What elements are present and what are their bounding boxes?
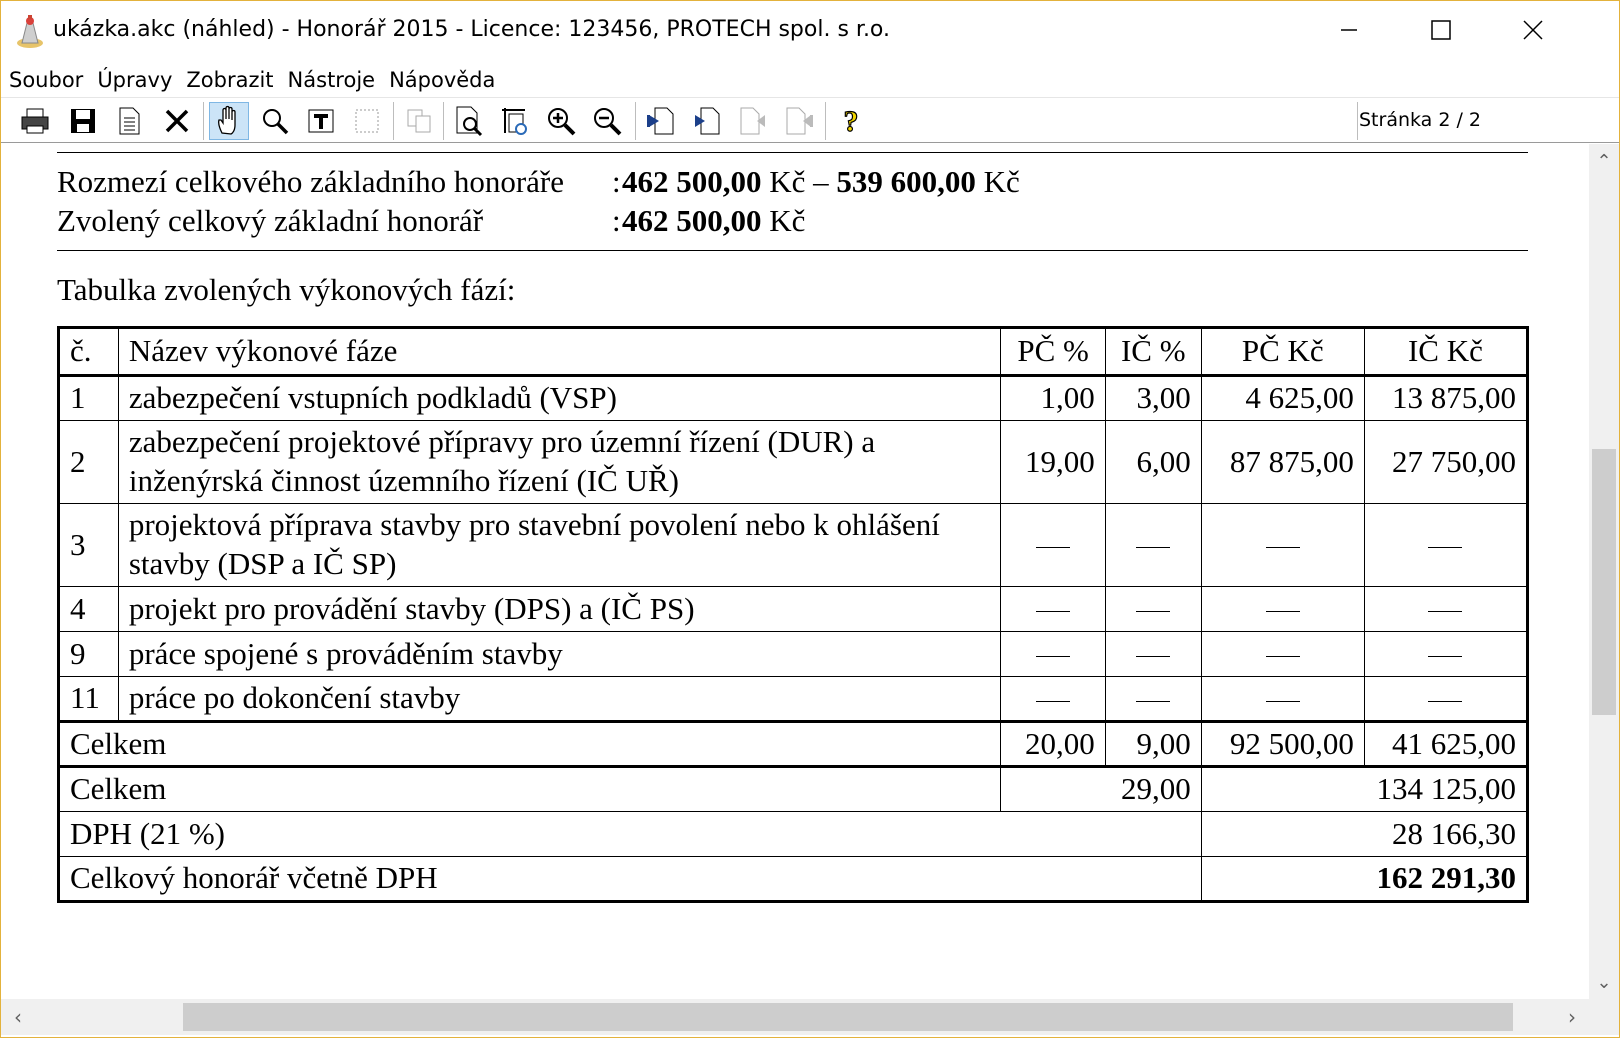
copy-button[interactable]	[399, 102, 439, 140]
empty-dash	[1428, 701, 1462, 702]
total-kc: 134 125,00	[1201, 767, 1527, 812]
scroll-up-arrow-icon[interactable]: ⌃	[1596, 150, 1612, 172]
magnifier-button[interactable]	[255, 102, 295, 140]
row-pc-kc	[1201, 504, 1364, 587]
empty-dash	[1036, 701, 1070, 702]
menu-bar	[1, 63, 1619, 97]
previous-page-icon	[691, 105, 723, 137]
row-no: 11	[59, 677, 119, 722]
copy-icon	[404, 106, 434, 136]
empty-dash	[1266, 547, 1300, 548]
fee-range-value	[622, 164, 1020, 200]
total-label: Celkem	[59, 767, 1001, 812]
preview-area[interactable]	[1, 144, 1589, 999]
page-settings-icon	[499, 105, 531, 137]
empty-dash	[1136, 656, 1170, 657]
horizontal-scrollbar[interactable]	[1, 999, 1589, 1035]
header-name: Název výkonové fáze	[118, 328, 1001, 376]
empty-dash	[1266, 611, 1300, 612]
hand-tool-button[interactable]	[209, 102, 249, 140]
row-pc-pct	[1001, 587, 1105, 632]
fee-range-label: Rozmezí celkového základního honoráře	[57, 164, 564, 199]
table-row	[59, 587, 1528, 632]
row-ic-pct: 3,00	[1105, 376, 1201, 421]
total-row	[59, 767, 1528, 812]
document-button[interactable]	[109, 102, 149, 140]
svg-text:?: ?	[843, 105, 859, 137]
chosen-fee-amount: 462 500,00	[622, 203, 762, 238]
menu-napoveda[interactable]: Nápověda	[389, 68, 496, 92]
zoom-in-button[interactable]	[541, 102, 581, 140]
row-no: 9	[59, 632, 119, 677]
subtotal-row	[59, 722, 1528, 767]
header-pc-kc: PČ Kč	[1201, 328, 1364, 376]
help-icon	[836, 105, 866, 137]
row-pc-pct	[1001, 504, 1105, 587]
row-pc-pct: 1,00	[1001, 376, 1105, 421]
row-ic-kc: 13 875,00	[1364, 376, 1527, 421]
empty-dash	[1428, 547, 1462, 548]
fee-range-from: 462 500,00	[622, 164, 762, 199]
title-bar	[1, 1, 1619, 61]
text-select-button[interactable]	[301, 102, 341, 140]
empty-dash	[1036, 611, 1070, 612]
page-settings-button[interactable]	[495, 102, 535, 140]
page-preview-button[interactable]	[449, 102, 489, 140]
subtotal-ic-kc: 41 625,00	[1364, 722, 1527, 767]
row-ic-pct	[1105, 504, 1201, 587]
vertical-scrollbar[interactable]	[1589, 144, 1619, 999]
next-page-button[interactable]	[733, 102, 773, 140]
row-no: 1	[59, 376, 119, 421]
subtotal-label: Celkem	[59, 722, 1001, 767]
table-row	[59, 376, 1528, 421]
first-page-button[interactable]	[641, 102, 681, 140]
vat-kc: 28 166,30	[1201, 812, 1527, 857]
empty-dash	[1136, 547, 1170, 548]
row-pc-pct	[1001, 677, 1105, 722]
row-pc-pct	[1001, 632, 1105, 677]
fee-range-from-unit: Kč –	[761, 164, 837, 199]
scrollbar-corner	[1589, 999, 1619, 1035]
last-page-button[interactable]	[779, 102, 819, 140]
table-header-row	[59, 328, 1528, 376]
row-no: 3	[59, 504, 119, 587]
chosen-fee-separator: :	[612, 203, 621, 238]
rect-select-button[interactable]	[347, 102, 387, 140]
magnifier-icon	[260, 106, 290, 136]
grand-total-kc: 162 291,30	[1201, 857, 1527, 902]
empty-dash	[1428, 611, 1462, 612]
rect-select-icon	[352, 106, 382, 136]
close-preview-button[interactable]	[157, 102, 197, 140]
scroll-left-arrow-icon[interactable]: ‹	[14, 1005, 22, 1029]
row-pc-kc	[1201, 587, 1364, 632]
last-page-icon	[783, 105, 815, 137]
close-icon	[1522, 19, 1544, 41]
row-pc-kc	[1201, 632, 1364, 677]
minimize-button[interactable]	[1303, 1, 1395, 59]
total-pct: 29,00	[1001, 767, 1201, 812]
table-row	[59, 632, 1528, 677]
chosen-fee-unit: Kč	[761, 203, 806, 238]
grand-total-row	[59, 857, 1528, 902]
horizontal-scroll-thumb[interactable]	[183, 1003, 1513, 1031]
table-row	[59, 421, 1528, 504]
table-row	[59, 504, 1528, 587]
empty-dash	[1136, 701, 1170, 702]
row-no: 4	[59, 587, 119, 632]
row-ic-kc: 27 750,00	[1364, 421, 1527, 504]
print-button[interactable]	[15, 102, 55, 140]
maximize-button[interactable]	[1395, 1, 1487, 59]
hand-icon	[214, 105, 244, 137]
row-ic-kc	[1364, 632, 1527, 677]
subtotal-ic-pct: 9,00	[1105, 722, 1201, 767]
scroll-right-arrow-icon[interactable]: ›	[1568, 1005, 1576, 1029]
row-ic-pct: 6,00	[1105, 421, 1201, 504]
divider	[57, 152, 1528, 153]
chosen-fee-label: Zvolený celkový základní honorář	[57, 203, 484, 238]
row-ic-pct	[1105, 677, 1201, 722]
row-ic-kc	[1364, 677, 1527, 722]
divider	[57, 250, 1528, 251]
menu-soubor[interactable]: Soubor	[9, 68, 84, 92]
menu-nastroje[interactable]: Nástroje	[287, 68, 376, 92]
empty-dash	[1266, 701, 1300, 702]
phases-table	[57, 326, 1529, 903]
maximize-icon	[1430, 19, 1452, 41]
chosen-fee-value	[622, 203, 805, 239]
first-page-icon	[645, 105, 677, 137]
header-ic-kc: IČ Kč	[1364, 328, 1527, 376]
row-pc-kc	[1201, 677, 1364, 722]
row-ic-kc	[1364, 504, 1527, 587]
close-button[interactable]	[1487, 1, 1579, 59]
empty-dash	[1036, 547, 1070, 548]
window-title: ukázka.akc (náhled) - Honorář 2015 - Licence: 123456, PROTECH spol. s r.o.	[53, 17, 890, 42]
document-icon	[115, 106, 143, 136]
fee-range-to-unit: Kč	[975, 164, 1020, 199]
row-pc-kc: 4 625,00	[1201, 376, 1364, 421]
page-indicator: Stránka 2 / 2	[1359, 109, 1482, 131]
save-icon	[68, 106, 98, 136]
fee-range-to: 539 600,00	[836, 164, 976, 199]
minimize-icon	[1339, 20, 1359, 40]
row-pc-pct: 19,00	[1001, 421, 1105, 504]
row-ic-kc	[1364, 587, 1527, 632]
row-pc-kc: 87 875,00	[1201, 421, 1364, 504]
menu-upravy[interactable]: Úpravy	[97, 68, 173, 92]
empty-dash	[1428, 656, 1462, 657]
app-icon	[13, 13, 47, 49]
help-button[interactable]	[831, 102, 871, 140]
scroll-down-arrow-icon[interactable]: ⌄	[1596, 971, 1612, 993]
zoom-in-icon	[545, 105, 577, 137]
row-name: zabezpečení projektové přípravy pro územní řízení (DUR) a inženýrská činnost územního řízení (IČ UŘ)	[118, 421, 1001, 504]
close-x-icon	[163, 107, 191, 135]
previous-page-button[interactable]	[687, 102, 727, 140]
zoom-out-icon	[591, 105, 623, 137]
menu-zobrazit[interactable]: Zobrazit	[186, 68, 274, 92]
grand-total-label: Celkový honorář včetně DPH	[59, 857, 1202, 902]
subtotal-pc-pct: 20,00	[1001, 722, 1105, 767]
vat-row	[59, 812, 1528, 857]
row-name: projektová příprava stavby pro stavební povolení nebo k ohlášení stavby (DSP a IČ SP)	[118, 504, 1001, 587]
row-name: práce spojené s prováděním stavby	[118, 632, 1001, 677]
row-ic-pct	[1105, 587, 1201, 632]
print-icon	[19, 106, 51, 136]
save-button[interactable]	[63, 102, 103, 140]
row-name: zabezpečení vstupních podkladů (VSP)	[118, 376, 1001, 421]
header-pc-pct: PČ %	[1001, 328, 1105, 376]
row-name: práce po dokončení stavby	[118, 677, 1001, 722]
vertical-scroll-thumb[interactable]	[1592, 449, 1616, 715]
subtotal-pc-kc: 92 500,00	[1201, 722, 1364, 767]
page-preview-icon	[453, 105, 485, 137]
row-no: 2	[59, 421, 119, 504]
zoom-out-button[interactable]	[587, 102, 627, 140]
table-row	[59, 677, 1528, 722]
document-page	[1, 144, 1589, 999]
header-no: č.	[59, 328, 119, 376]
text-select-icon	[306, 106, 336, 136]
table-caption: Tabulka zvolených výkonových fází:	[57, 272, 516, 307]
empty-dash	[1036, 656, 1070, 657]
empty-dash	[1136, 611, 1170, 612]
vat-label: DPH (21 %)	[59, 812, 1202, 857]
row-ic-pct	[1105, 632, 1201, 677]
empty-dash	[1266, 656, 1300, 657]
header-ic-pct: IČ %	[1105, 328, 1201, 376]
row-name: projekt pro provádění stavby (DPS) a (IČ PS)	[118, 587, 1001, 632]
fee-range-separator: :	[612, 164, 621, 199]
next-page-icon	[737, 105, 769, 137]
